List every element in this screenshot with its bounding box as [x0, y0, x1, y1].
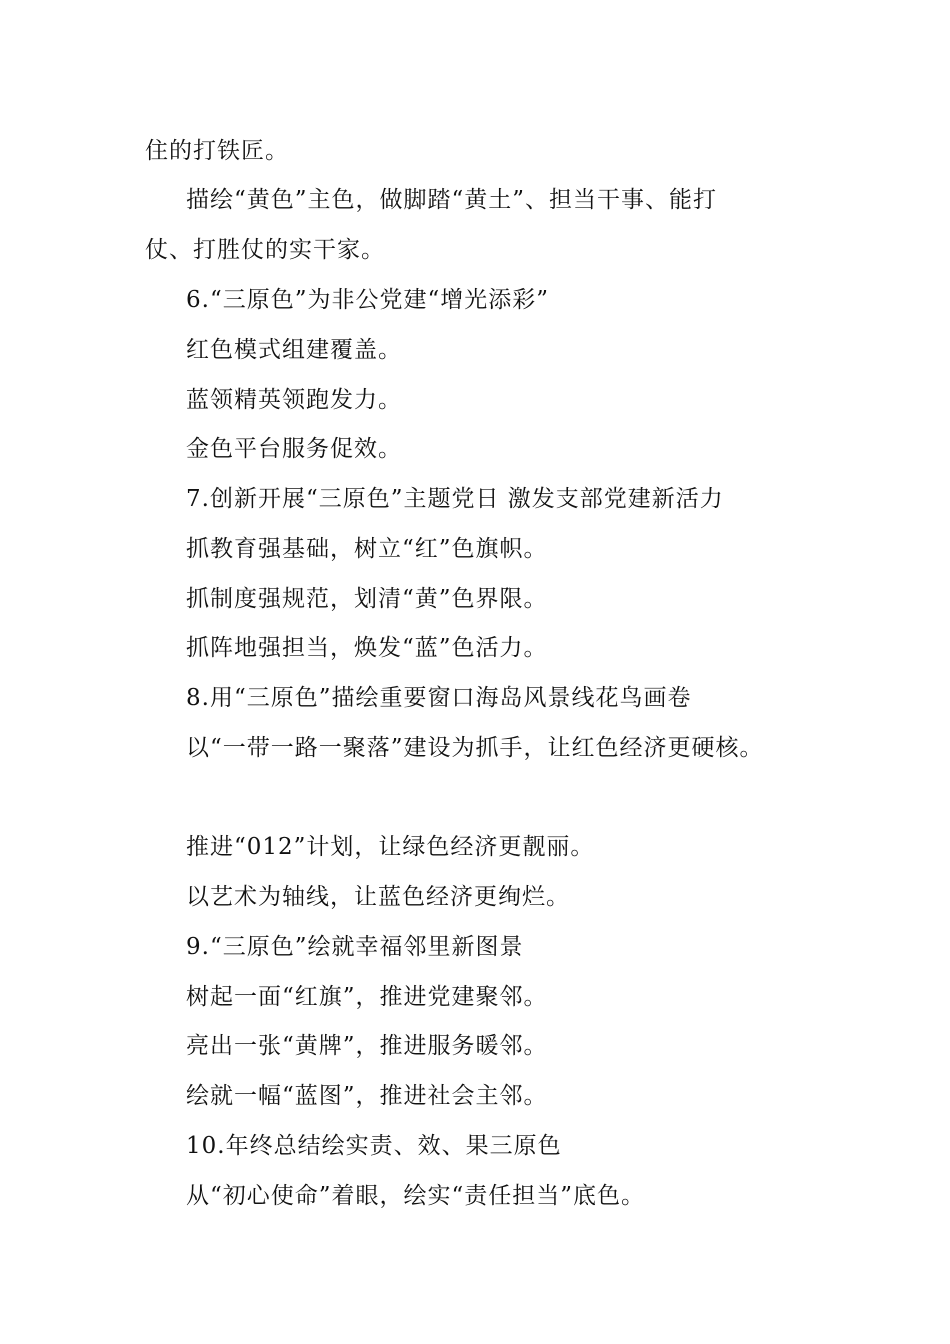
- paragraph-line: 金色平台服务促效。: [186, 436, 402, 462]
- section-heading: 7.创新开展“三原色”主题党日 激发支部党建新活力: [186, 486, 724, 512]
- section-heading: 6.“三原色”为非公党建“增光添彩”: [186, 287, 549, 313]
- paragraph-line: 蓝领精英领跑发力。: [186, 387, 402, 413]
- section-heading: 8.用“三原色”描绘重要窗口海岛风景线花鸟画卷: [186, 685, 692, 711]
- paragraph-line: 抓制度强规范，划清“黄”色界限。: [186, 586, 548, 612]
- paragraph-line: 描绘“黄色”主色，做脚踏“黄土”、担当干事、能打: [186, 187, 718, 213]
- paragraph-line: 以“一带一路一聚落”建设为抓手，让红色经济更硬核。: [186, 735, 764, 761]
- section-heading: 10.年终总结绘实责、效、果三原色: [186, 1133, 562, 1159]
- paragraph-line: 树起一面“红旗”，推进党建聚邻。: [186, 984, 548, 1010]
- paragraph-line: 推进“012”计划，让绿色经济更靓丽。: [186, 834, 595, 860]
- paragraph-line: 住的打铁匠。: [145, 138, 289, 164]
- paragraph-line: 亮出一张“黄牌”，推进服务暖邻。: [186, 1033, 548, 1059]
- paragraph-line: 仗、打胜仗的实干家。: [145, 237, 385, 263]
- paragraph-line: 抓阵地强担当，焕发“蓝”色活力。: [186, 635, 548, 661]
- paragraph-line: 抓教育强基础，树立“红”色旗帜。: [186, 536, 548, 562]
- paragraph-line: 绘就一幅“蓝图”，推进社会主邻。: [186, 1083, 548, 1109]
- paragraph-line: 从“初心使命”着眼，绘实“责任担当”底色。: [186, 1183, 646, 1209]
- paragraph-line: 以艺术为轴线，让蓝色经济更绚烂。: [186, 884, 570, 910]
- paragraph-line: 红色模式组建覆盖。: [186, 337, 402, 363]
- section-heading: 9.“三原色”绘就幸福邻里新图景: [186, 934, 524, 960]
